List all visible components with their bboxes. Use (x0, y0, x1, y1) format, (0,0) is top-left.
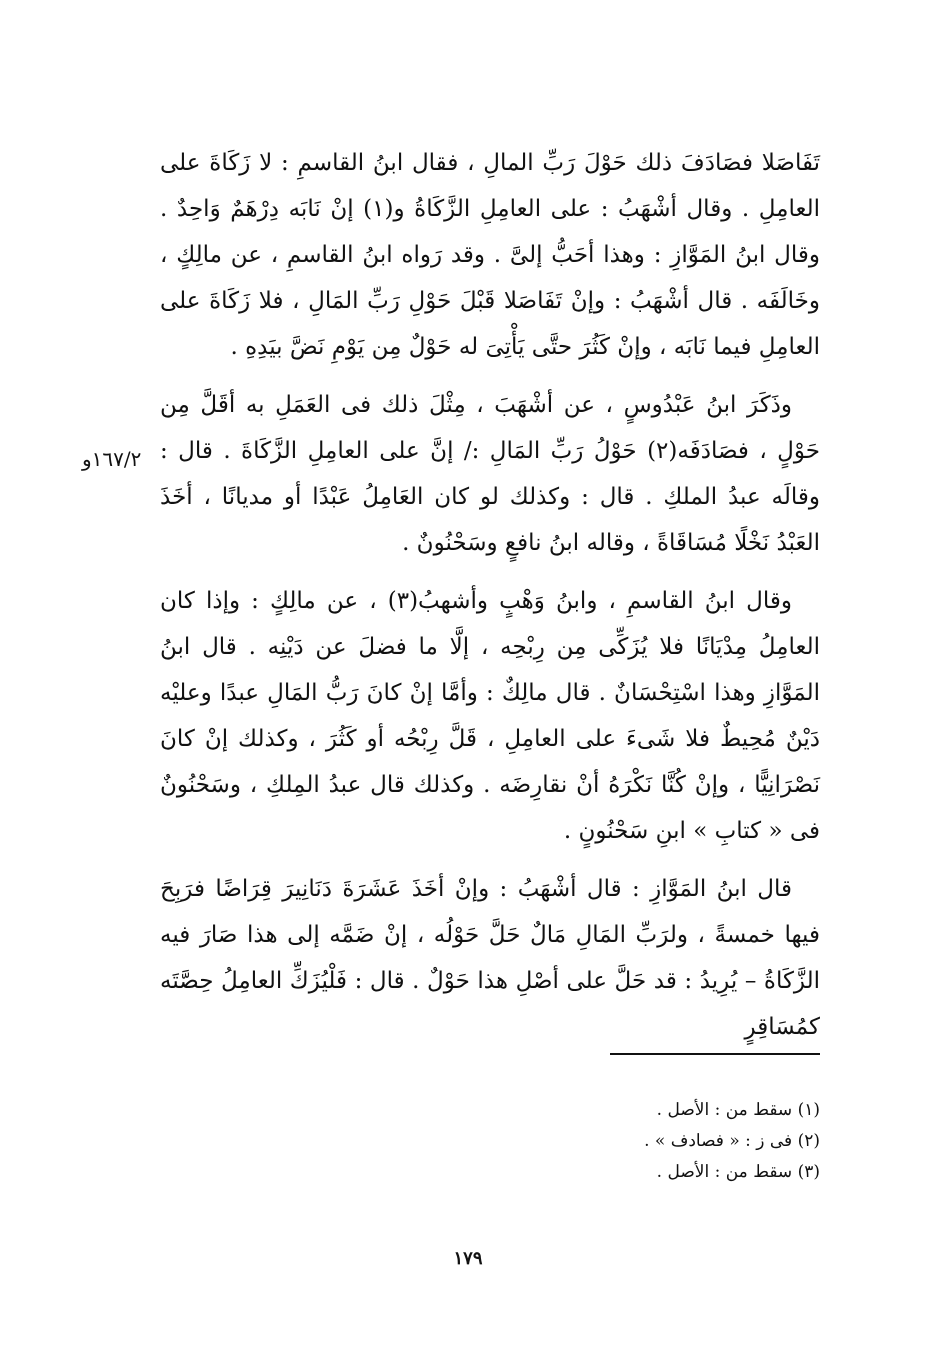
footnote-2: (٢) فى ز : « فصادف » . (644, 1131, 820, 1151)
paragraph-2: وذَكَرَ ابنُ عَبْدُوسٍ ، عن أشْهَبَ ، مِثْلَ ذلك فى العَمَلِ به أقَلَّ مِن حَوْلٍ ، فصَادَفَه(٢) حَوْلُ رَبِّ المَالِ :/ إنَّ على العامِلِ الزَّكَاةَ . قال : وقالَه عبدُ الملكِ . قال : وكذلك لو كان العَامِلُ عَبْدًا أو مديانًا ، أخَذَ العَبْدُ نَخْلًا مُسَاقَاةً ، وقاله ابنُ نافعٍ وسَحْنُونٌ . (160, 392, 820, 556)
page-number: ١٧٩ (453, 1248, 483, 1269)
footnote-divider (610, 1053, 820, 1055)
paragraph-4: قال ابنُ المَوَّازِ : قال أشْهَبُ : وإنْ أخَذَ عَشَرَةَ دَنَانِيرَ قِرَاضًا فرَبِحَ فيها خمسةً ، ولرَبِّ المَالِ مَالٌ حَلَّ حَوْلُه ، إنْ ضَمَّه إلى هذا صَارَ فيه الزَّكَاةُ – يُرِيدُ : قد حَلَّ على أصْلِ هذا حَوْلٌ . قال : فَلْيُزَكِّ العامِلُ حِصَّتَه كمُسَاقِرٍ (160, 876, 820, 1040)
manuscript-folio-reference: ١٦٧/٢و (82, 447, 142, 471)
footnotes (460, 1095, 820, 1188)
main-text (160, 140, 820, 1062)
footnote-1: (١) سقط من : الأصل . (656, 1100, 820, 1120)
footnote-3: (٣) سقط من : الأصل . (656, 1162, 820, 1182)
paragraph-1: تَفَاصَلا فصَادَفَ ذلك حَوْلَ رَبِّ المالِ ، فقال ابنُ القاسمِ : لا زَكَاةَ على العامِلِ . وقال أشْهَبُ : على العامِلِ الزَّكَاةُ و(١) إنْ نَابَه دِرْهَمٌ وَاحِدٌ . وقال ابنُ المَوَّازِ : وهذا أحَبُّ إلىَّ . وقد رَواه ابنُ القاسمِ ، عن مالِكٍ ، وخَالَفَه . قال أشْهَبُ : وإنْ تَفَاصَلا قَبْلَ حَوْلِ رَبِّ المَالِ ، فلا زَكَاةَ على العامِلِ فيما نَابَه ، وإنْ كَثُرَ حتَّى يَأْتِىَ له حَوْلٌ مِن يَوْمِ نَضَّ بيَدِهِ . (160, 150, 820, 360)
paragraph-3: وقال ابنُ القاسمِ ، وابنُ وَهْبٍ وأشهبُ(٣) ، عن مالِكٍ : وإذا كان العامِلُ مِدْيَانًا فلا يُزَكِّى مِن رِبْحِه ، إلَّا ما فضلَ عن دَيْنِه . قال ابنُ المَوَّازِ وهذا اسْتِحْسَانٌ . قال مالِكٌ : وأمَّا إنْ كانَ رَبُّ المَالِ عبدًا وعليْه دَيْنٌ مُحِيطٌ فلا شَىءَ على العامِلِ ، قَلَّ رِبْحُه أو كَثُرَ ، وكذلك إنْ كانَ نَصْرَانِيًّا ، وإنْ كُنَّا نَكْرَهُ أنْ نقارِضَه . وكذلك قال عبدُ المِلكِ ، وسَحْنُونٌ فى « كتابِ » ابنِ سَحْنُونٍ . (160, 588, 820, 844)
